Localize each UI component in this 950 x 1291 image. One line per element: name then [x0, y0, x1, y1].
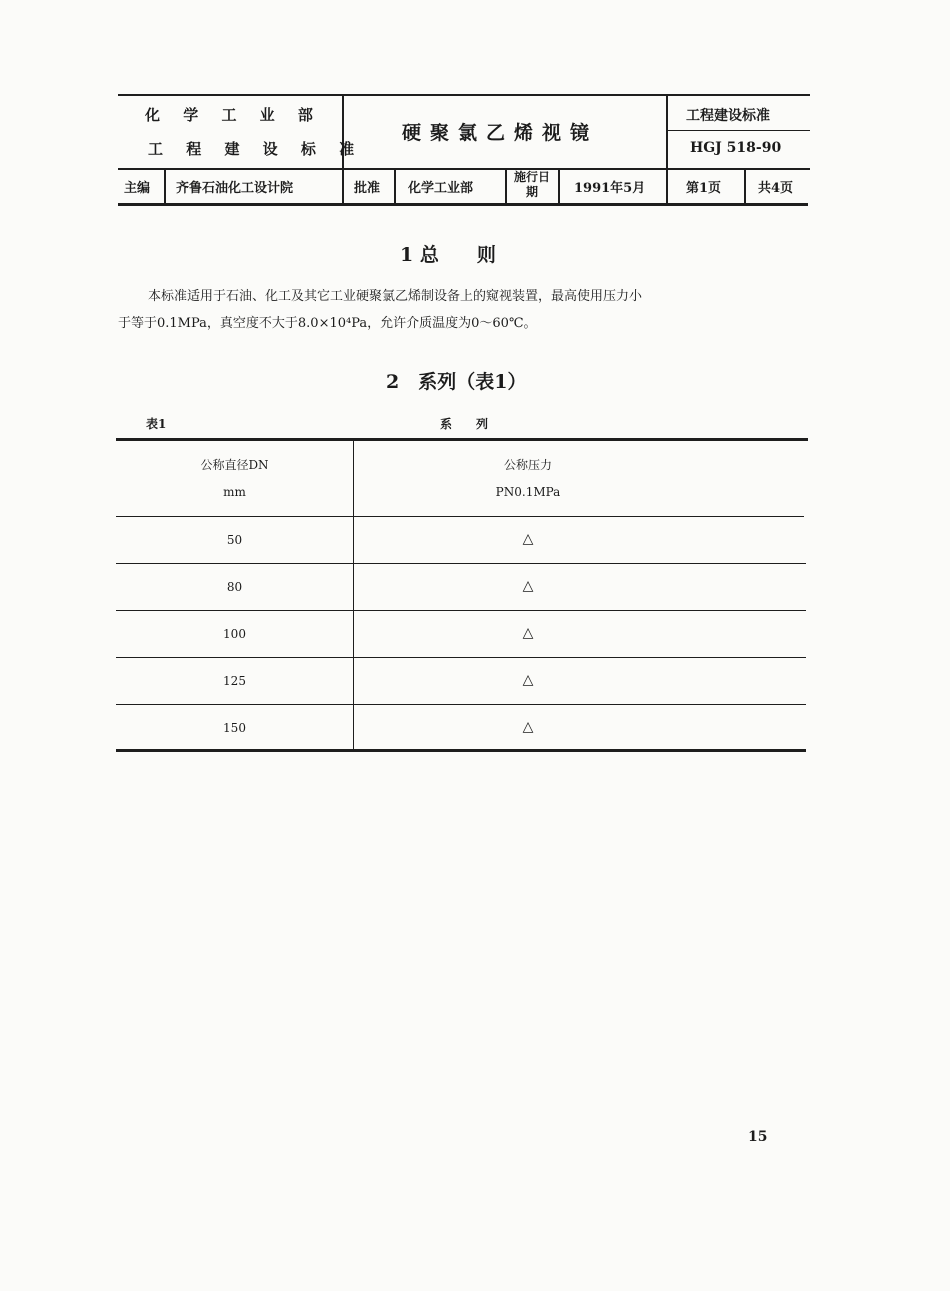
header-top-rule	[118, 94, 810, 96]
triangle-icon: △	[522, 625, 534, 641]
org-line2: 工 程 建 设 标 准	[148, 140, 364, 158]
effective-value: 1991年5月	[574, 181, 646, 196]
row-dn: 125	[223, 674, 246, 688]
effective-label: 施行日期	[514, 170, 551, 199]
standard-type: 工程建设标准	[686, 108, 770, 124]
section2-heading: 2 系列（表1）	[386, 371, 527, 393]
triangle-icon: △	[522, 719, 534, 735]
table-top-rule	[116, 438, 808, 441]
page-number: 15	[748, 1129, 768, 1145]
org-line1: 化 学 工 业 部	[145, 106, 322, 124]
total-pages: 共4页	[758, 181, 794, 196]
editor-value: 齐鲁石油化工设计院	[176, 181, 294, 196]
row-dn: 80	[226, 580, 243, 594]
row-dn: 150	[223, 721, 246, 735]
section1-heading: 1 总 则	[400, 244, 496, 266]
col1-header-line1: 公称直径DN	[200, 458, 269, 472]
triangle-icon: △	[522, 531, 534, 547]
row-dn: 50	[226, 533, 243, 547]
approve-value: 化学工业部	[408, 181, 474, 196]
page-label: 第1页	[686, 181, 722, 196]
triangle-icon: △	[522, 578, 534, 594]
approve-label: 批准	[354, 181, 381, 196]
table-bottom-rule	[116, 749, 806, 752]
triangle-icon: △	[522, 672, 534, 688]
editor-label: 主编	[124, 181, 151, 196]
header-std-rule	[668, 130, 810, 131]
table-caption: 系 列	[440, 417, 489, 431]
header-bottom-rule	[118, 203, 808, 206]
col1-header-line2: mm	[223, 485, 246, 499]
standard-title: 硬聚氯乙烯视镜	[402, 122, 599, 144]
col2-header-line2: PN0.1MPa	[495, 485, 561, 499]
section1-text-line1: 本标准适用于石油、化工及其它工业硬聚氯乙烯制设备上的窥视装置，最高使用压力小	[148, 289, 643, 304]
header-mid-rule	[118, 168, 810, 170]
col2-header-line1: 公称压力	[503, 458, 552, 472]
table-label: 表1	[146, 417, 167, 431]
row-dn: 100	[223, 627, 246, 641]
section1-text-line2: 于等于0.1MPa，真空度不大于8.0×10⁴Pa，允许介质温度为0～60℃。	[118, 316, 537, 331]
standard-number: HGJ 518-90	[690, 140, 782, 156]
